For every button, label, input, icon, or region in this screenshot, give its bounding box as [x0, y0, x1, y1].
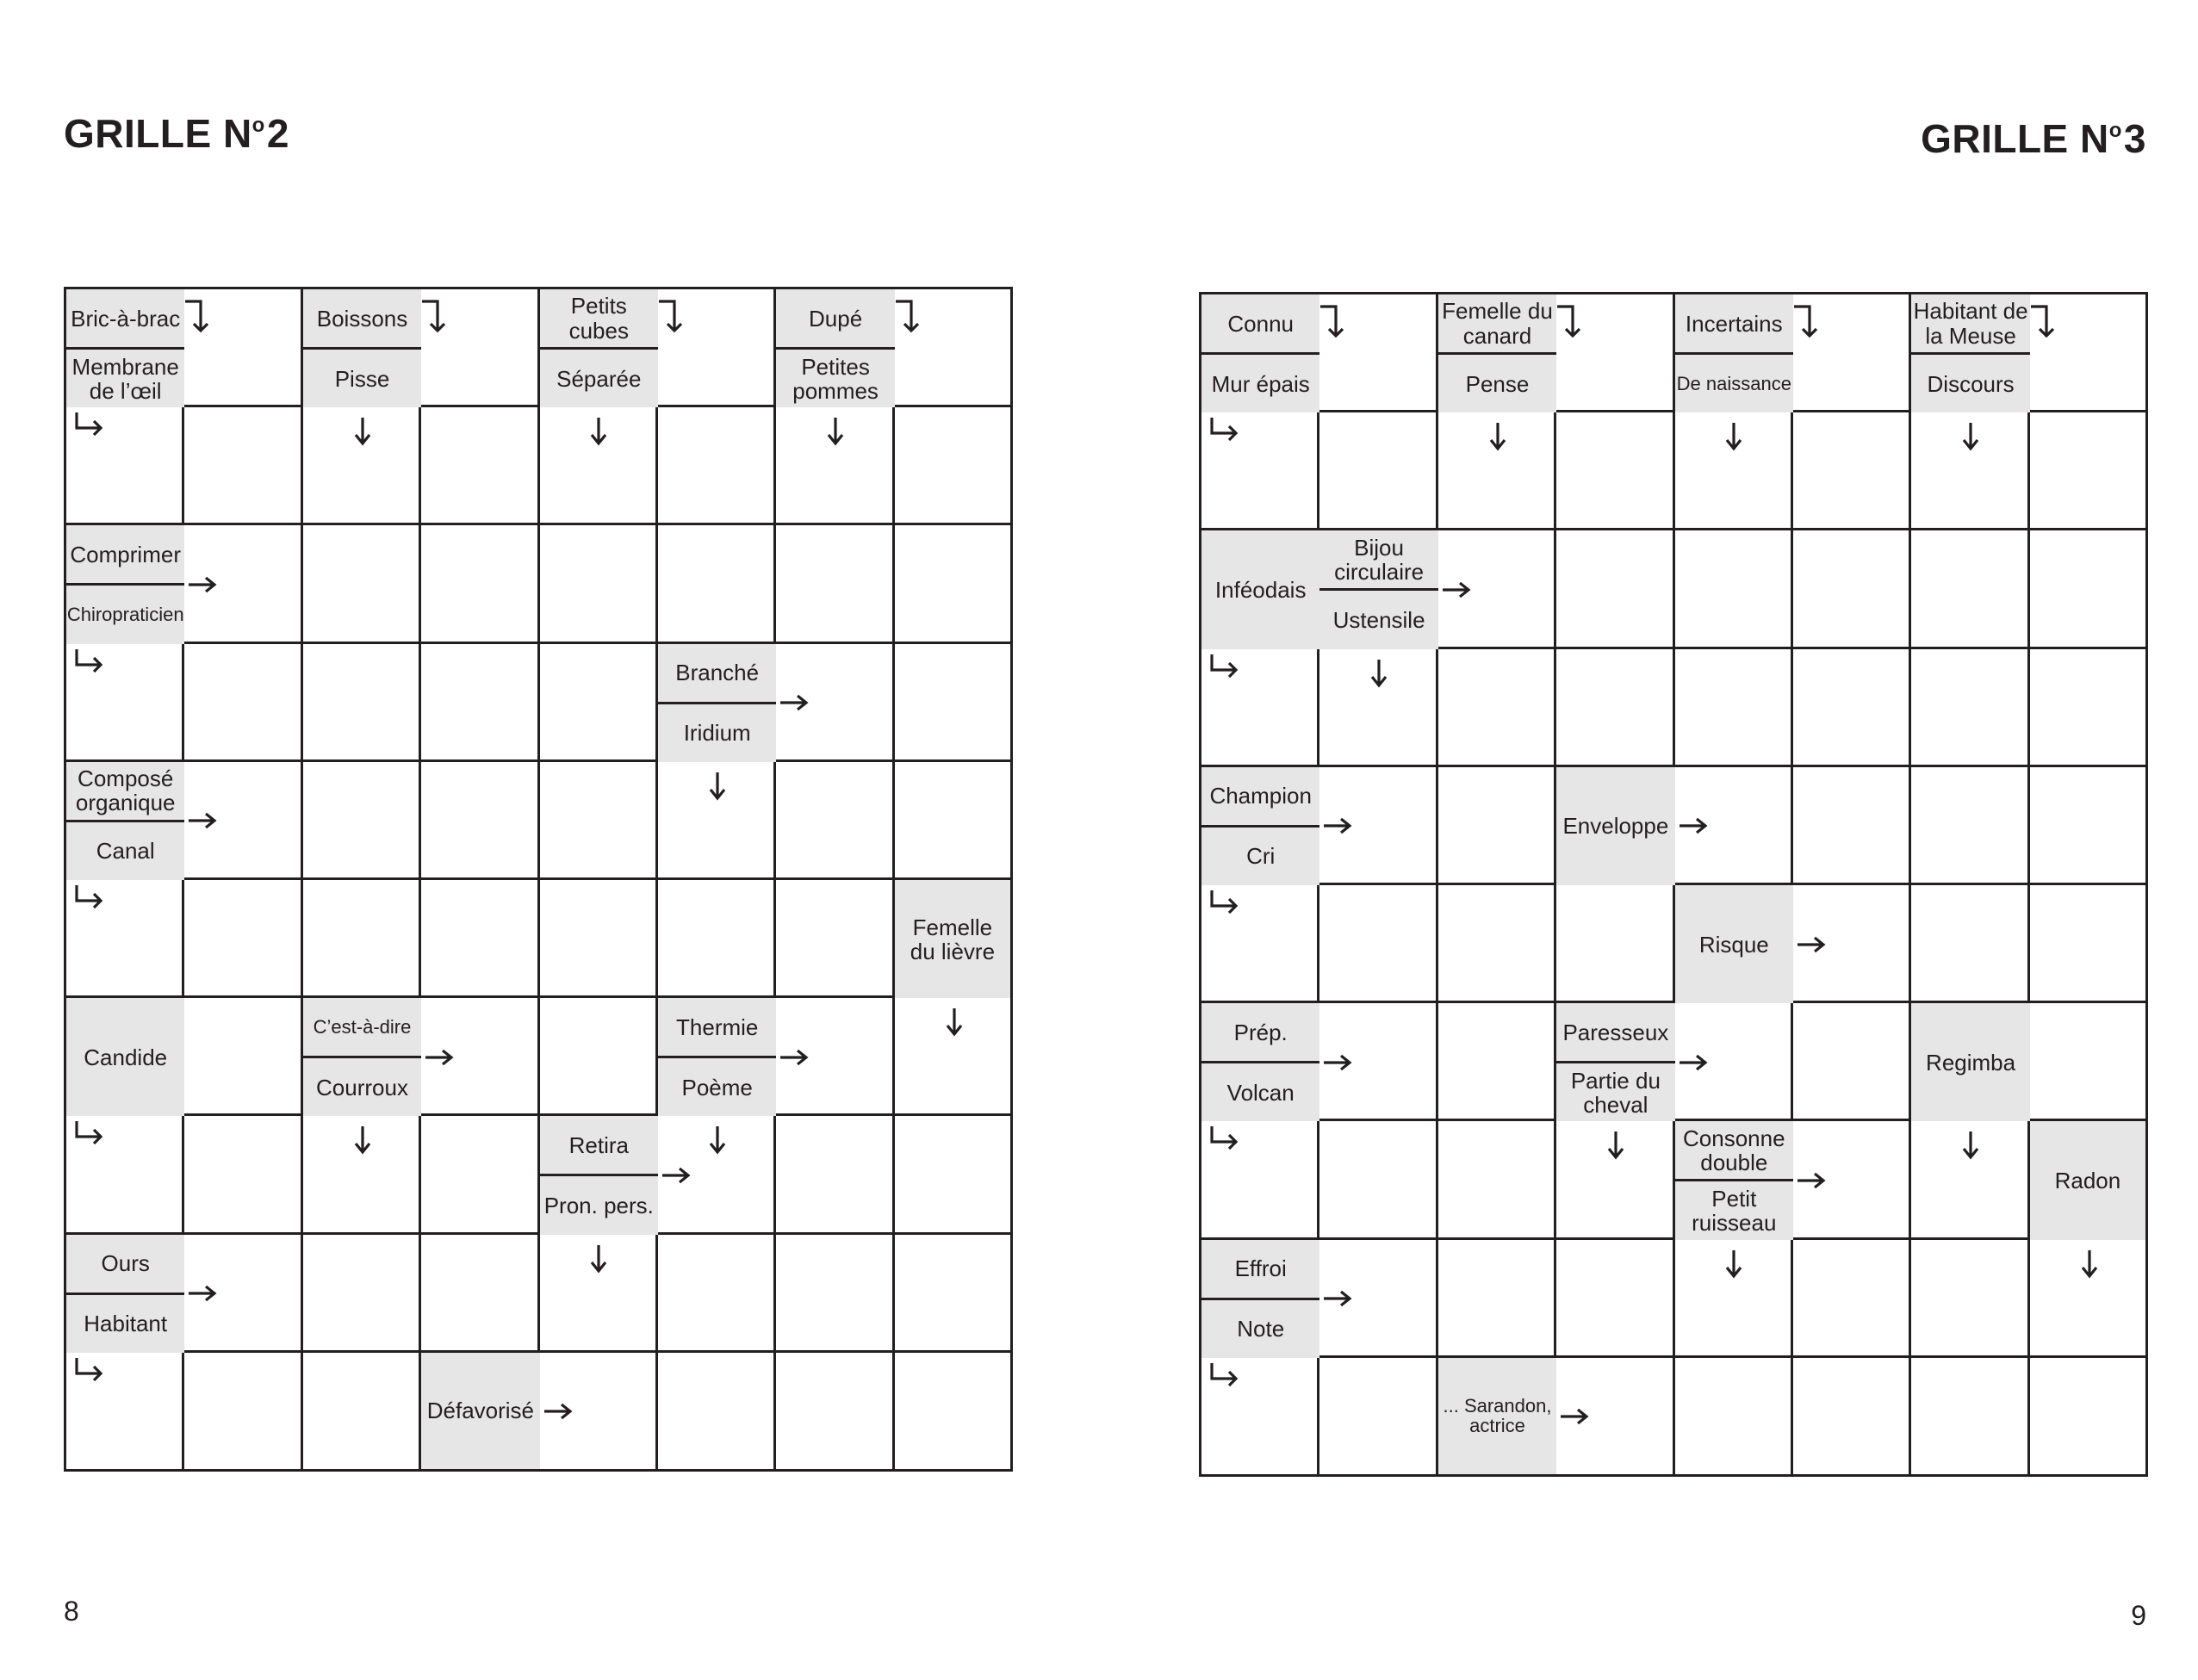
answer-cell[interactable]	[2030, 294, 2145, 412]
clue-cell	[1675, 885, 1793, 1003]
clue-cell	[540, 289, 658, 407]
answer-cell[interactable]	[1556, 649, 1674, 767]
clue-cell	[1201, 767, 1319, 885]
clue-text: Courroux	[303, 1058, 421, 1116]
answer-cell[interactable]	[1793, 885, 1911, 1003]
answer-cell[interactable]	[1793, 1358, 1911, 1474]
answer-cell[interactable]	[776, 644, 894, 762]
grid-title-ordinal: o	[2108, 119, 2122, 142]
answer-cell[interactable]	[1556, 1358, 1674, 1474]
answer-cell[interactable]	[540, 880, 658, 998]
clue-text: Poème	[658, 1058, 776, 1116]
answer-cell[interactable]	[184, 525, 302, 643]
answer-cell[interactable]	[1438, 530, 1556, 648]
answer-cell[interactable]	[540, 1235, 658, 1353]
clue-cell	[303, 998, 421, 1116]
answer-cell[interactable]	[658, 1116, 776, 1234]
page-number-right: 9	[2131, 1600, 2146, 1631]
answer-cell[interactable]	[1319, 1240, 1437, 1358]
answer-cell[interactable]	[895, 998, 1010, 1116]
answer-cell[interactable]	[421, 1235, 539, 1353]
grid-2-title	[64, 110, 289, 157]
clue-text: Effroi	[1201, 1240, 1319, 1300]
clue-cell	[66, 289, 184, 407]
answer-cell[interactable]	[1438, 412, 1556, 530]
answer-cell[interactable]	[2030, 1240, 2145, 1358]
answer-cell[interactable]	[184, 289, 302, 407]
clue-cell	[66, 525, 184, 643]
answer-cell[interactable]	[2030, 885, 2145, 1003]
answer-cell[interactable]	[303, 644, 421, 762]
clue-text: Radon	[2030, 1121, 2145, 1239]
answer-cell[interactable]	[1793, 1003, 1911, 1121]
clue-text: Chiropraticien	[66, 586, 184, 643]
answer-cell[interactable]	[1319, 649, 1437, 767]
clue-text: Risque	[1675, 885, 1793, 1003]
answer-cell[interactable]	[303, 1353, 421, 1469]
answer-cell[interactable]	[303, 1116, 421, 1234]
clue-cell	[303, 289, 421, 407]
clue-cell	[1911, 294, 2029, 412]
answer-cell[interactable]	[658, 1235, 776, 1353]
answer-cell[interactable]	[1675, 649, 1793, 767]
answer-cell[interactable]	[540, 525, 658, 643]
answer-cell[interactable]	[184, 644, 302, 762]
clue-text: Note	[1201, 1300, 1319, 1358]
grid-title-ordinal: o	[251, 114, 265, 137]
answer-cell[interactable]	[1793, 1121, 1911, 1239]
clue-cell	[776, 289, 894, 407]
answer-cell[interactable]	[776, 525, 894, 643]
clue-text: Thermie	[658, 998, 776, 1058]
answer-cell[interactable]	[1201, 885, 1319, 1003]
clue-text: De naissance	[1675, 355, 1793, 412]
clue-text: Paresseux	[1556, 1003, 1674, 1063]
clue-text: Discours	[1911, 355, 2029, 412]
clue-cell	[1201, 1240, 1319, 1358]
answer-cell[interactable]	[421, 880, 539, 998]
answer-cell[interactable]	[895, 407, 1010, 525]
clue-text: Femelle du canard	[1438, 294, 1556, 355]
answer-cell[interactable]	[184, 407, 302, 525]
answer-cell[interactable]	[1438, 1240, 1556, 1358]
answer-cell[interactable]	[421, 407, 539, 525]
clue-cell	[1438, 294, 1556, 412]
clue-cell	[66, 762, 184, 880]
answer-cell[interactable]	[303, 762, 421, 880]
answer-cell[interactable]	[421, 998, 539, 1116]
answer-cell[interactable]	[1319, 885, 1437, 1003]
answer-cell[interactable]	[1438, 767, 1556, 885]
clue-text: Habitant	[66, 1295, 184, 1353]
clue-text: Iridium	[658, 704, 776, 762]
answer-cell[interactable]	[303, 880, 421, 998]
answer-cell[interactable]	[1675, 767, 1793, 885]
answer-cell[interactable]	[2030, 530, 2145, 648]
answer-cell[interactable]	[1793, 412, 1911, 530]
answer-cell[interactable]	[1793, 767, 1911, 885]
clue-text: Petits cubes	[540, 289, 658, 350]
answer-cell[interactable]	[2030, 412, 2145, 530]
answer-cell[interactable]	[776, 1116, 894, 1234]
answer-cell[interactable]	[1319, 1003, 1437, 1121]
answer-cell[interactable]	[895, 644, 1010, 762]
clue-text: Regimba	[1911, 1003, 2029, 1121]
answer-cell[interactable]	[1438, 649, 1556, 767]
answer-cell[interactable]	[776, 998, 894, 1116]
clue-text: Ustensile	[1319, 591, 1437, 648]
grid-number: 2	[266, 111, 289, 156]
answer-cell[interactable]	[1319, 1358, 1437, 1474]
grid-title-text: GRILLE N	[1921, 116, 2109, 161]
clue-text: Connu	[1201, 294, 1319, 355]
answer-cell[interactable]	[895, 1235, 1010, 1353]
answer-cell[interactable]	[66, 407, 184, 525]
clue-text: Retira	[540, 1116, 658, 1176]
answer-cell[interactable]	[776, 1353, 894, 1469]
clue-text: Enveloppe	[1556, 767, 1674, 885]
clue-cell	[1675, 294, 1793, 412]
answer-cell[interactable]	[1793, 1240, 1911, 1358]
clue-cell	[421, 1353, 539, 1469]
answer-cell[interactable]	[1911, 1121, 2029, 1239]
clue-text: Candide	[66, 998, 184, 1116]
clue-text: Mur épais	[1201, 355, 1319, 412]
answer-cell[interactable]	[1319, 1121, 1437, 1239]
answer-cell[interactable]	[1675, 1240, 1793, 1358]
answer-cell[interactable]	[1319, 412, 1437, 530]
clue-cell	[1556, 767, 1674, 885]
answer-cell[interactable]	[1675, 412, 1793, 530]
answer-cell[interactable]	[1911, 767, 2029, 885]
answer-cell[interactable]	[1201, 1358, 1319, 1474]
clue-text: Volcan	[1201, 1063, 1319, 1121]
clue-cell	[895, 880, 1010, 998]
clue-text: Petit ruisseau	[1675, 1181, 1793, 1239]
clue-text: C’est-à-dire	[303, 998, 421, 1058]
crossword-grid-3	[1199, 292, 2148, 1477]
answer-cell[interactable]	[421, 762, 539, 880]
page-number-left: 8	[64, 1596, 79, 1627]
clue-cell	[1438, 1358, 1556, 1474]
answer-cell[interactable]	[895, 289, 1010, 407]
answer-cell[interactable]	[895, 525, 1010, 643]
answer-cell[interactable]	[1675, 530, 1793, 648]
clue-text: Incertains	[1675, 294, 1793, 355]
answer-cell[interactable]	[184, 1116, 302, 1234]
answer-cell[interactable]	[1201, 649, 1319, 767]
answer-cell[interactable]	[658, 1353, 776, 1469]
answer-cell[interactable]	[1438, 1003, 1556, 1121]
clue-cell	[658, 998, 776, 1116]
answer-cell[interactable]	[66, 1116, 184, 1234]
answer-cell[interactable]	[776, 762, 894, 880]
grid-3-title	[1921, 115, 2146, 162]
clue-text: Prép.	[1201, 1003, 1319, 1063]
answer-cell[interactable]	[1556, 412, 1674, 530]
clue-text: Cri	[1201, 828, 1319, 885]
answer-cell[interactable]	[895, 762, 1010, 880]
answer-cell[interactable]	[776, 1235, 894, 1353]
clue-text: Pron. pers.	[540, 1176, 658, 1234]
answer-cell[interactable]	[1201, 412, 1319, 530]
answer-cell[interactable]	[1556, 530, 1674, 648]
clue-cell	[66, 1235, 184, 1353]
answer-cell[interactable]	[303, 1235, 421, 1353]
clue-text: Canal	[66, 822, 184, 880]
answer-cell[interactable]	[1675, 1358, 1793, 1474]
clue-cell	[1675, 1121, 1793, 1239]
clue-text: Comprimer	[66, 525, 184, 586]
clue-text: Bric-à-brac	[66, 289, 184, 350]
clue-cell	[1556, 1003, 1674, 1121]
answer-cell[interactable]	[658, 525, 776, 643]
answer-cell[interactable]	[1911, 649, 2029, 767]
answer-cell[interactable]	[2030, 649, 2145, 767]
clue-text: Champion	[1201, 767, 1319, 828]
clue-text: Branché	[658, 644, 776, 704]
answer-cell[interactable]	[66, 1353, 184, 1469]
answer-cell[interactable]	[895, 1353, 1010, 1469]
answer-cell[interactable]	[184, 1353, 302, 1469]
clue-text: Défavorisé	[421, 1353, 539, 1469]
answer-cell[interactable]	[303, 407, 421, 525]
clue-text: Pense	[1438, 355, 1556, 412]
answer-cell[interactable]	[2030, 767, 2145, 885]
answer-cell[interactable]	[66, 880, 184, 998]
answer-cell[interactable]	[776, 880, 894, 998]
answer-cell[interactable]	[540, 998, 658, 1116]
grid-title-text: GRILLE N	[64, 111, 252, 156]
answer-cell[interactable]	[1319, 294, 1437, 412]
answer-cell[interactable]	[2030, 1358, 2145, 1474]
answer-cell[interactable]	[1556, 1121, 1674, 1239]
clue-text: Dupé	[776, 289, 894, 350]
clue-cell	[1201, 294, 1319, 412]
answer-cell[interactable]	[421, 289, 539, 407]
clue-text: Partie du cheval	[1556, 1063, 1674, 1121]
answer-cell[interactable]	[1911, 1240, 2029, 1358]
answer-cell[interactable]	[1793, 530, 1911, 648]
clue-cell	[1201, 1003, 1319, 1121]
clue-text: Inféodais	[1201, 530, 1319, 648]
answer-cell[interactable]	[1319, 767, 1437, 885]
answer-cell[interactable]	[303, 525, 421, 643]
clue-text: Séparée	[540, 350, 658, 407]
clue-text: Pisse	[303, 350, 421, 407]
answer-cell[interactable]	[1438, 885, 1556, 1003]
answer-cell[interactable]	[1556, 294, 1674, 412]
clue-text: Membrane de l’œil	[66, 350, 184, 407]
answer-cell[interactable]	[540, 407, 658, 525]
clue-cell	[2030, 1121, 2145, 1239]
answer-cell[interactable]	[658, 289, 776, 407]
answer-cell[interactable]	[2030, 1003, 2145, 1121]
answer-cell[interactable]	[184, 998, 302, 1116]
clue-text: Bijou circulaire	[1319, 530, 1437, 591]
answer-cell[interactable]	[421, 1116, 539, 1234]
answer-cell[interactable]	[1438, 1121, 1556, 1239]
clue-cell	[540, 1116, 658, 1234]
answer-cell[interactable]	[421, 525, 539, 643]
answer-cell[interactable]	[776, 407, 894, 525]
answer-cell[interactable]	[184, 1235, 302, 1353]
answer-cell[interactable]	[658, 762, 776, 880]
answer-cell[interactable]	[540, 762, 658, 880]
clue-text: Composé organique	[66, 762, 184, 822]
clue-text: Habitant de la Meuse	[1911, 294, 2029, 355]
answer-cell[interactable]	[895, 1116, 1010, 1234]
answer-cell[interactable]	[658, 880, 776, 998]
clue-cell	[1201, 530, 1319, 648]
clue-text: Femelle du lièvre	[895, 880, 1010, 998]
answer-cell[interactable]	[1911, 1358, 2029, 1474]
answer-cell[interactable]	[1911, 412, 2029, 530]
answer-cell[interactable]	[540, 644, 658, 762]
clue-text: Boissons	[303, 289, 421, 350]
clue-cell	[1911, 1003, 2029, 1121]
clue-cell	[66, 998, 184, 1116]
answer-cell[interactable]	[1793, 649, 1911, 767]
crossword-grid-2	[64, 287, 1013, 1472]
answer-cell[interactable]	[1911, 885, 2029, 1003]
answer-cell[interactable]	[1911, 530, 2029, 648]
clue-cell	[658, 644, 776, 762]
answer-cell[interactable]	[1556, 885, 1674, 1003]
clue-text: Petites pommes	[776, 350, 894, 407]
answer-cell[interactable]	[1201, 1121, 1319, 1239]
answer-cell[interactable]	[421, 644, 539, 762]
clue-text: Consonne double	[1675, 1121, 1793, 1181]
grid-number: 3	[2123, 116, 2146, 161]
answer-cell[interactable]	[1556, 1240, 1674, 1358]
answer-cell[interactable]	[184, 880, 302, 998]
clue-text: Ours	[66, 1235, 184, 1295]
clue-cell	[1319, 530, 1437, 648]
answer-cell[interactable]	[540, 1353, 658, 1469]
answer-cell[interactable]	[66, 644, 184, 762]
answer-cell[interactable]	[658, 407, 776, 525]
clue-text: ... Sarandon, actrice	[1438, 1358, 1556, 1474]
answer-cell[interactable]	[1675, 1003, 1793, 1121]
answer-cell[interactable]	[1793, 294, 1911, 412]
answer-cell[interactable]	[184, 762, 302, 880]
